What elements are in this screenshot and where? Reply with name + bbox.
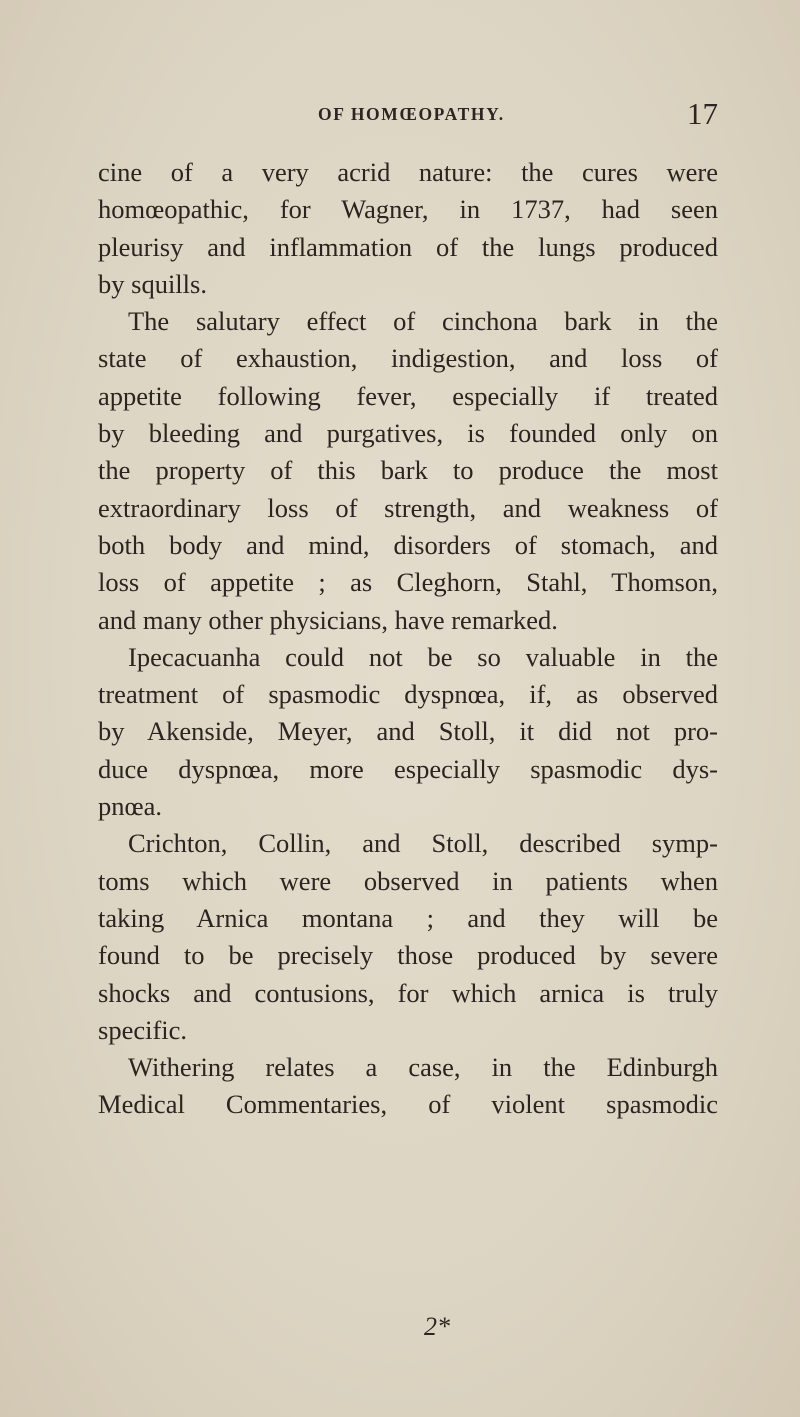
- signature-mark: 2*: [424, 1312, 450, 1341]
- paragraph-start-line: The salutary effect of cinchona bark in the: [128, 306, 718, 337]
- paragraph-start-line: Ipecacuanha could not be so valuable in the: [128, 641, 718, 672]
- text-line: treatment of spasmodic dyspnœa, if, as observed: [98, 679, 718, 710]
- paragraph-start-line: Crichton, Collin, and Stoll, described symp-: [128, 828, 718, 859]
- text-line: found to be precisely those produced by severe: [98, 940, 718, 971]
- paragraph-start-line: Withering relates a case, in the Edinburgh: [128, 1052, 718, 1083]
- body-text: [98, 154, 718, 1124]
- text-line: by Akenside, Meyer, and Stoll, it did not pro-: [98, 716, 718, 747]
- text-line: both body and mind, disorders of stomach, and: [98, 529, 718, 560]
- text-line: loss of appetite ; as Cleghorn, Stahl, Thomson,: [98, 567, 718, 598]
- text-line: specific.: [98, 1014, 188, 1045]
- text-line: the property of this bark to produce the most: [98, 455, 718, 486]
- text-line: pleurisy and inflammation of the lungs produced: [98, 231, 718, 262]
- running-head: [0, 96, 800, 134]
- text-line: and many other physicians, have remarked.: [98, 604, 558, 635]
- text-line: pnœa.: [98, 791, 163, 822]
- text-line: state of exhaustion, indigestion, and loss of: [98, 343, 718, 374]
- text-line: appetite following fever, especially if treated: [98, 380, 718, 411]
- text-line: shocks and contusions, for which arnica is truly: [98, 977, 718, 1008]
- text-line: by bleeding and purgatives, is founded only on: [98, 418, 718, 449]
- text-line: taking Arnica montana ; and they will be: [98, 902, 718, 933]
- page-number: 17: [687, 96, 718, 131]
- text-line: Medical Commentaries, of violent spasmodic: [98, 1089, 718, 1120]
- text-line: toms which were observed in patients when: [98, 865, 718, 896]
- running-title: OF HOMŒOPATHY.: [318, 104, 505, 124]
- text-line: homœopathic, for Wagner, in 1737, had seen: [98, 194, 718, 225]
- text-line: by squills.: [98, 268, 207, 299]
- text-line: cine of a very acrid nature: the cures were: [98, 157, 718, 187]
- text-line: extraordinary loss of strength, and weakness of: [98, 492, 718, 523]
- text-line: duce dyspnœa, more especially spasmodic dys-: [98, 753, 718, 784]
